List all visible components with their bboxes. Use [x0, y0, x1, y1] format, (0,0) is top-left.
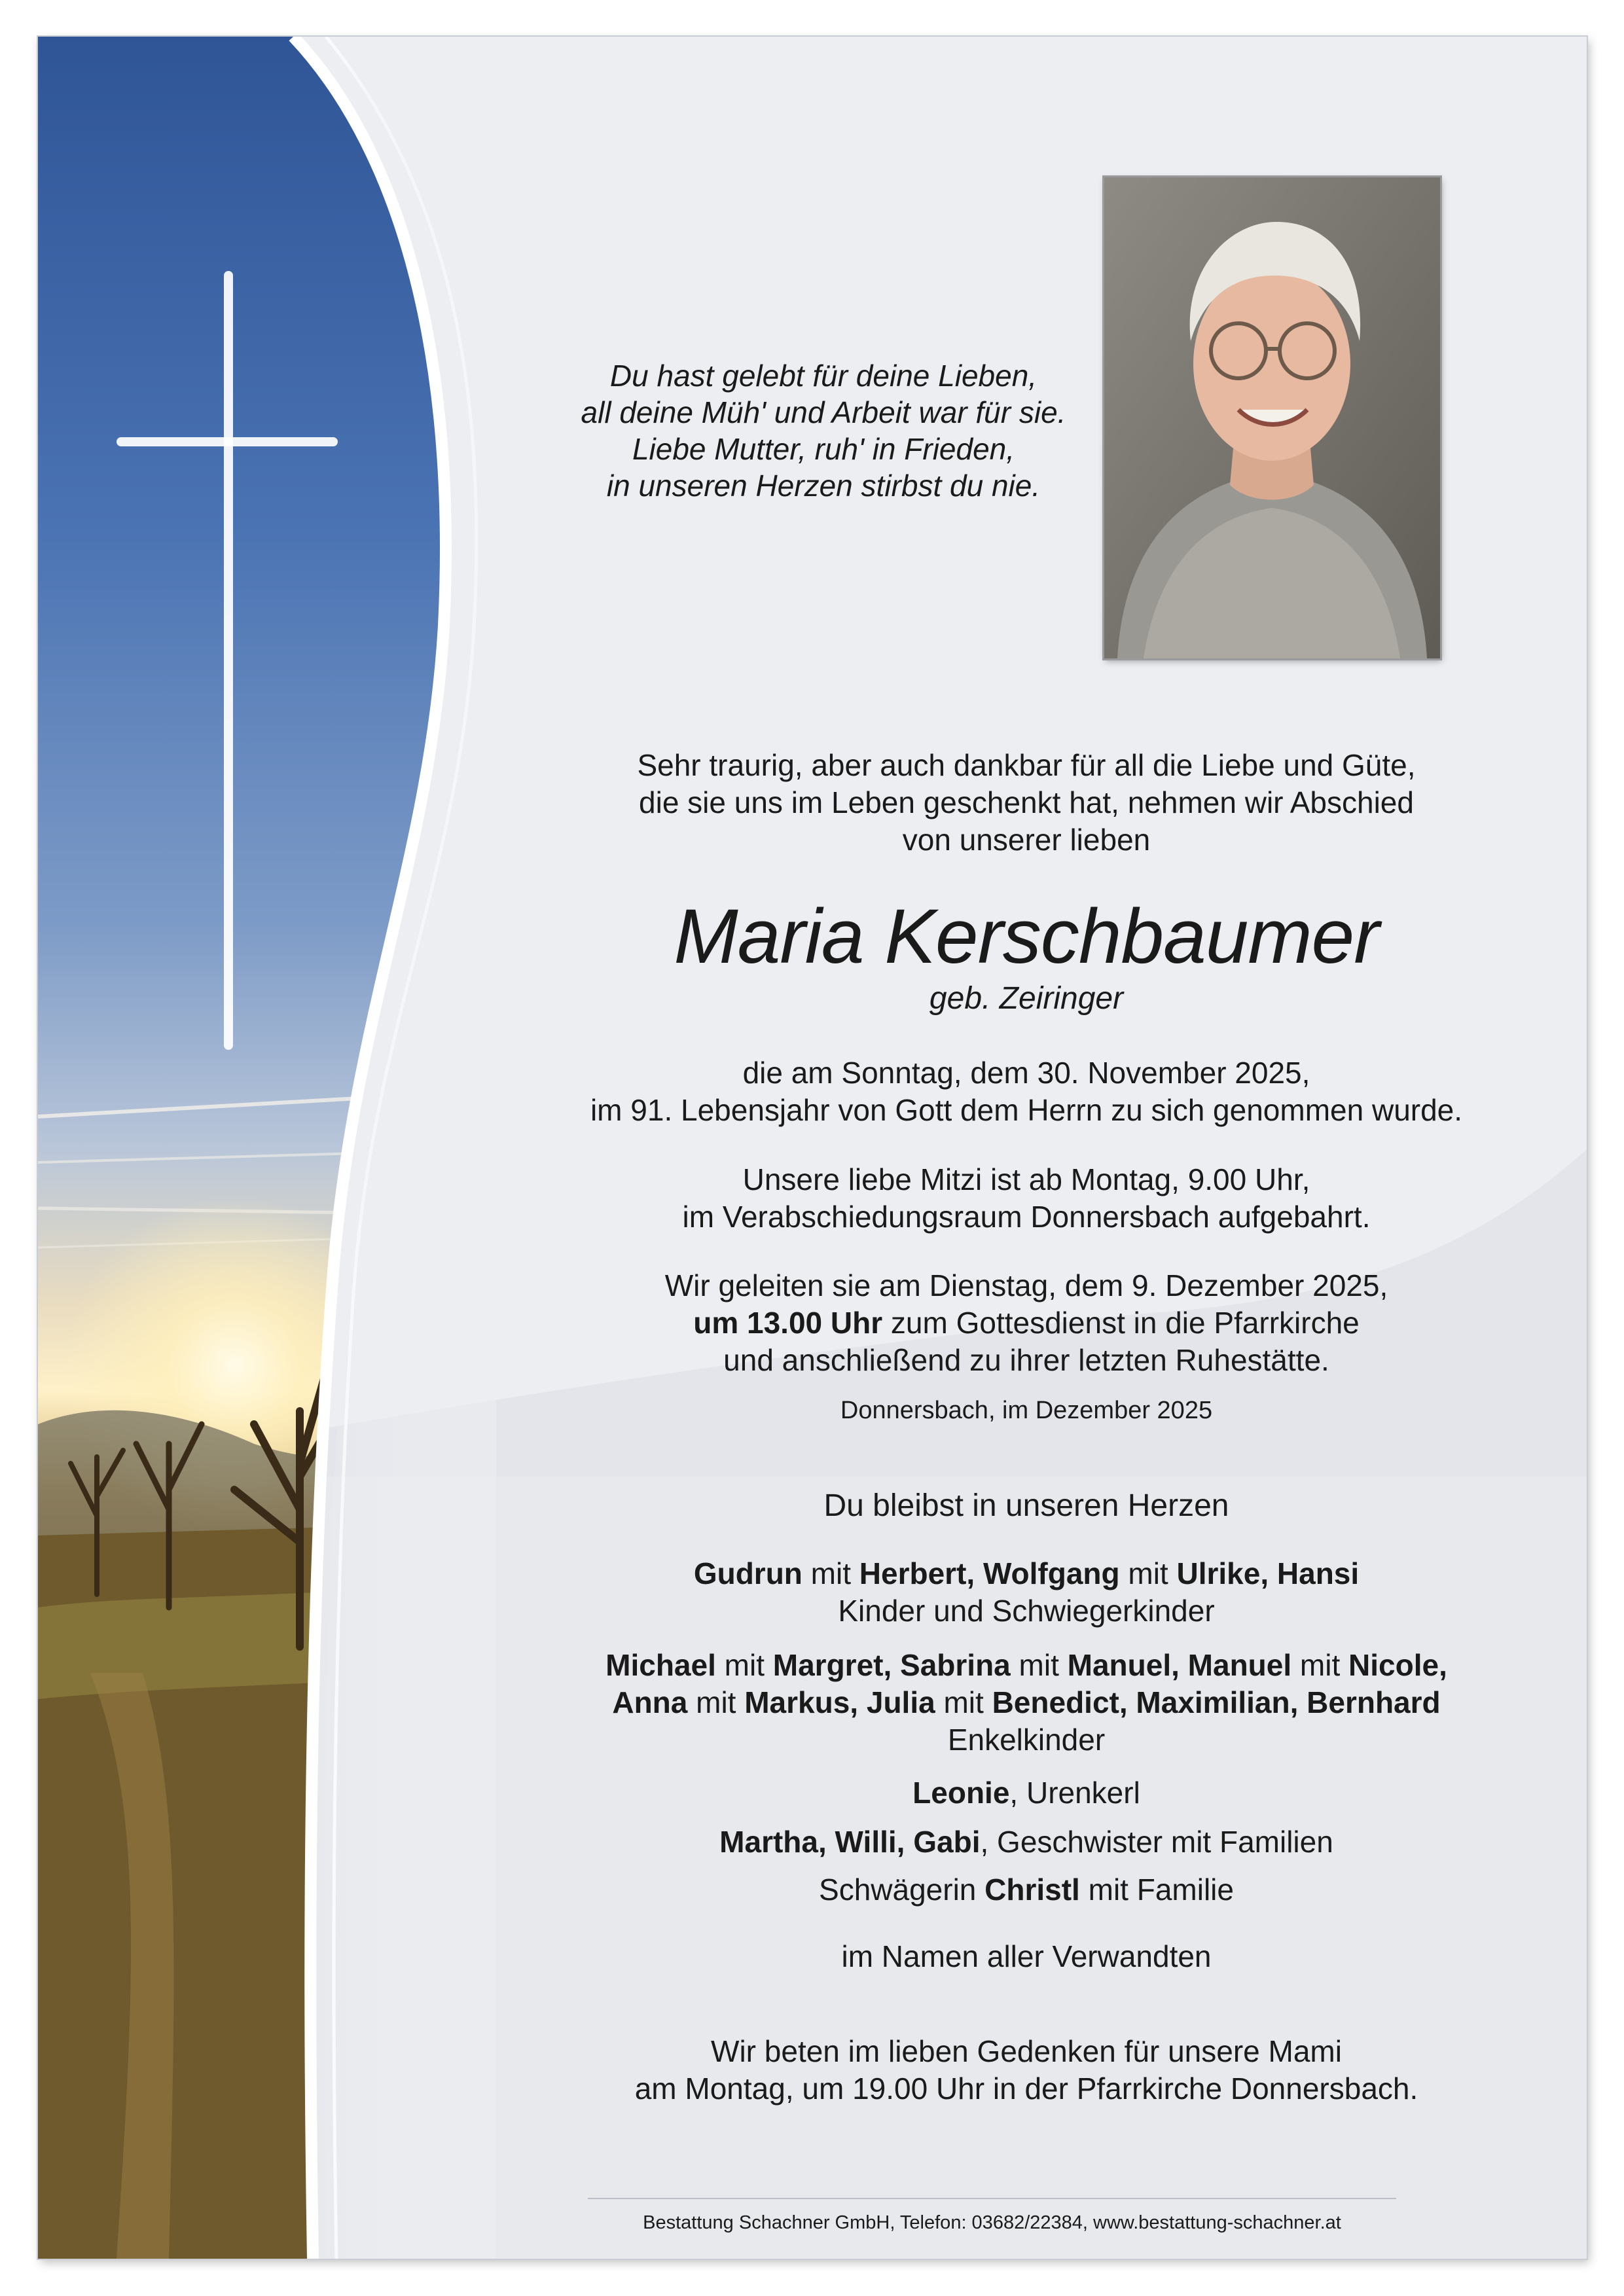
family-connector: mit	[1291, 1648, 1349, 1682]
family-connector: mit	[1010, 1648, 1068, 1682]
family-connector: mit Familie	[1079, 1873, 1234, 1907]
funeral-line: und anschließend zu ihrer letzten Ruhestätte.	[723, 1343, 1329, 1377]
maiden-name: geb. Zeiringer	[929, 981, 1124, 1016]
family-names	[483, 1871, 1570, 1909]
family-name: Benedict, Maximilian, Bernhard	[992, 1685, 1441, 1719]
farewell-line: Du bleibst in unseren Herzen	[823, 1488, 1229, 1523]
poem-line: all deine Müh' und Arbeit war für sie.	[581, 395, 1066, 429]
family-sister-in-law	[483, 1871, 1570, 1909]
family-name: Nicole,	[1348, 1648, 1447, 1682]
poem-line: in unseren Herzen stirbst du nie.	[606, 469, 1041, 503]
family-name: Markus, Julia	[744, 1685, 935, 1719]
death-notice-line: die am Sonntag, dem 30. November 2025,	[742, 1056, 1310, 1090]
funeral-home-footer: Bestattung Schachner GmbH, Telefon: 03682/22384, www.bestattung-schachner.at	[643, 2212, 1341, 2233]
on-behalf-line: im Namen aller Verwandten	[841, 1939, 1212, 1973]
family-name: Manuel, Manuel	[1067, 1648, 1292, 1682]
deceased-name: Maria Kerschbaumer	[674, 893, 1379, 980]
place-date: Donnersbach, im Dezember 2025	[840, 1397, 1213, 1424]
funeral-time: um 13.00 Uhr	[693, 1306, 883, 1340]
family-name: Michael	[605, 1648, 716, 1682]
memorial-poem	[431, 357, 1216, 504]
family-name: Ulrike, Hansi	[1176, 1556, 1360, 1590]
family-connector: mit	[715, 1648, 773, 1682]
obituary-card	[38, 37, 1587, 2259]
poem-line: Du hast gelebt für deine Lieben,	[609, 359, 1038, 393]
prayer-notice	[483, 2033, 1570, 2108]
family-names	[483, 1684, 1570, 1721]
funeral-line	[483, 1304, 1570, 1342]
funeral-line: Wir geleiten sie am Dienstag, dem 9. Dezember 2025,	[664, 1268, 1388, 1302]
family-name: Leonie	[912, 1776, 1010, 1810]
family-siblings	[483, 1823, 1570, 1861]
viewing-notice	[483, 1161, 1570, 1236]
family-caption: Enkelkinder	[947, 1723, 1106, 1757]
footer-divider	[588, 2198, 1396, 2199]
death-notice	[483, 1054, 1570, 1129]
family-connector: , Urenkerl	[1009, 1776, 1140, 1810]
family-name: Christl	[984, 1873, 1080, 1907]
family-children	[483, 1555, 1570, 1630]
family-caption: Kinder und Schwiegerkinder	[838, 1594, 1215, 1628]
prayer-line: am Montag, um 19.00 Uhr in der Pfarrkirche Donnersbach.	[634, 2072, 1418, 2106]
family-connector: , Geschwister mit Familien	[980, 1825, 1333, 1859]
funeral-place: zum Gottesdienst in die Pfarrkirche	[882, 1306, 1360, 1340]
family-names	[483, 1555, 1570, 1592]
viewing-line: im Verabschiedungsraum Donnersbach aufgebahrt.	[682, 1200, 1371, 1234]
prayer-line: Wir beten im lieben Gedenken für unsere Mami	[711, 2034, 1342, 2068]
intro-line: die sie uns im Leben geschenkt hat, nehmen wir Abschied	[639, 785, 1414, 819]
poem-line: Liebe Mutter, ruh' in Frieden,	[632, 432, 1015, 466]
viewing-line: Unsere liebe Mitzi ist ab Montag, 9.00 Uhr,	[742, 1162, 1310, 1196]
family-name: Martha, Willi, Gabi	[719, 1825, 981, 1859]
family-names	[483, 1774, 1570, 1812]
family-connector: mit	[802, 1556, 859, 1590]
family-connector: mit	[687, 1685, 745, 1719]
intro-line: Sehr traurig, aber auch dankbar für all die Liebe und Güte,	[637, 748, 1416, 782]
intro-text	[483, 747, 1570, 859]
funeral-notice	[483, 1267, 1570, 1379]
family-names	[483, 1647, 1570, 1684]
intro-line: von unserer lieben	[902, 823, 1151, 857]
death-notice-line: im 91. Lebensjahr von Gott dem Herrn zu sich genommen wurde.	[590, 1093, 1463, 1127]
family-name: Herbert, Wolfgang	[859, 1556, 1120, 1590]
family-names	[483, 1823, 1570, 1861]
family-name: Gudrun	[693, 1556, 803, 1590]
family-connector: mit	[1119, 1556, 1177, 1590]
family-great-grandchild	[483, 1774, 1570, 1812]
family-grandchildren	[483, 1647, 1570, 1759]
family-name: Anna	[612, 1685, 688, 1719]
family-name: Margret, Sabrina	[772, 1648, 1011, 1682]
family-connector: Schwägerin	[819, 1873, 985, 1907]
family-connector: mit	[935, 1685, 992, 1719]
